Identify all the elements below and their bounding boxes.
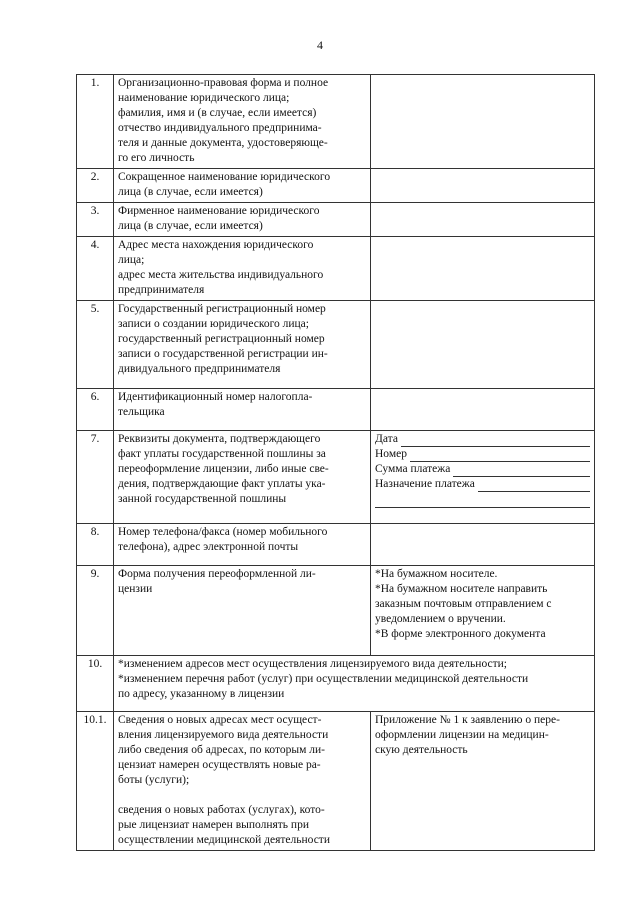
change-options[interactable]: *изменением адресов мест осуществления лицензируемого вида деятельности; *изменением перечня работ (услуг) при осуществлении медицинской деятельности по адресу, указанному в лицензии [114,656,595,712]
payment-purpose-extra-input[interactable] [375,495,590,508]
payment-date-label: Дата [375,433,398,445]
payment-sum-input[interactable] [453,464,590,477]
field-value[interactable] [371,301,595,389]
payment-number-line [375,447,590,462]
table-row [77,75,595,169]
row-number: 6. [77,389,114,431]
payment-purpose-input[interactable] [478,479,590,492]
payment-purpose-line [375,477,590,492]
receipt-options[interactable]: *На бумажном носителе. *На бумажном носителе направить заказным почтовым отправлением с уведомлением о вручении. *В форме электронного документа [371,566,595,656]
row-number: 9. [77,566,114,656]
table-row [77,656,595,712]
table-row [77,389,595,431]
row-number: 10.1. [77,712,114,851]
table-row [77,169,595,203]
application-form-table [76,74,595,851]
field-label: Номер телефона/факса (номер мобильного телефона), адрес электронной почты [114,524,371,566]
field-label: Реквизиты документа, подтверждающего факт уплаты государственной пошлины за переоформление лицензии, либо иные све- дения, подтверждающие факт уплаты ука- занной государственной пошлины [114,431,371,524]
field-value[interactable] [371,203,595,237]
field-value[interactable] [371,237,595,301]
field-value[interactable] [371,389,595,431]
field-value[interactable] [371,169,595,203]
field-label: Фирменное наименование юридического лица (в случае, если имеется) [114,203,371,237]
field-label: Форма получения переоформленной ли- цензии [114,566,371,656]
row-number: 3. [77,203,114,237]
field-value[interactable] [371,524,595,566]
field-value: Приложение № 1 к заявлению о пере- оформлении лицензии на медицин- скую деятельность [371,712,595,851]
payment-number-label: Номер [375,448,407,460]
payment-details [371,431,595,524]
table-row [77,431,595,524]
field-value[interactable] [371,75,595,169]
table-row [77,203,595,237]
field-label: Сокращенное наименование юридического лица (в случае, если имеется) [114,169,371,203]
field-label: Организационно-правовая форма и полное наименование юридического лица; фамилия, имя и (в случае, если имеется) отчество индивидуального предпринима- теля и данные документа, удостоверяюще- го его личность [114,75,371,169]
page-number: 4 [317,38,323,52]
table-row [77,237,595,301]
payment-purpose-label: Назначение платежа [375,478,475,490]
row-number: 1. [77,75,114,169]
payment-date-input[interactable] [401,434,590,447]
payment-date-line [375,432,590,447]
payment-sum-label: Сумма платежа [375,463,451,475]
row-number: 5. [77,301,114,389]
table-row [77,524,595,566]
payment-number-input[interactable] [410,449,590,462]
field-label: Идентификационный номер налогопла- тельщика [114,389,371,431]
row-number: 8. [77,524,114,566]
row-number: 7. [77,431,114,524]
row-number: 10. [77,656,114,712]
row-number: 2. [77,169,114,203]
payment-sum-line [375,462,590,477]
field-label: Государственный регистрационный номер записи о создании юридического лица; государственный регистрационный номер записи о государственной регистрации ин- дивидуального предпринимателя [114,301,371,389]
table-row [77,712,595,851]
table-row [77,566,595,656]
table-row [77,301,595,389]
field-label: Адрес места нахождения юридического лица; адрес места жительства индивидуального предпринимателя [114,237,371,301]
row-number: 4. [77,237,114,301]
field-label: Сведения о новых адресах мест осущест- вления лицензируемого вида деятельности либо сведения об адресах, по которым ли- цензиат намерен осуществлять новые ра- боты (услуги); сведения о новых работах (услугах), кото- рые лицензиат намерен выполнять при осуществлении медицинской деятельности [114,712,371,851]
